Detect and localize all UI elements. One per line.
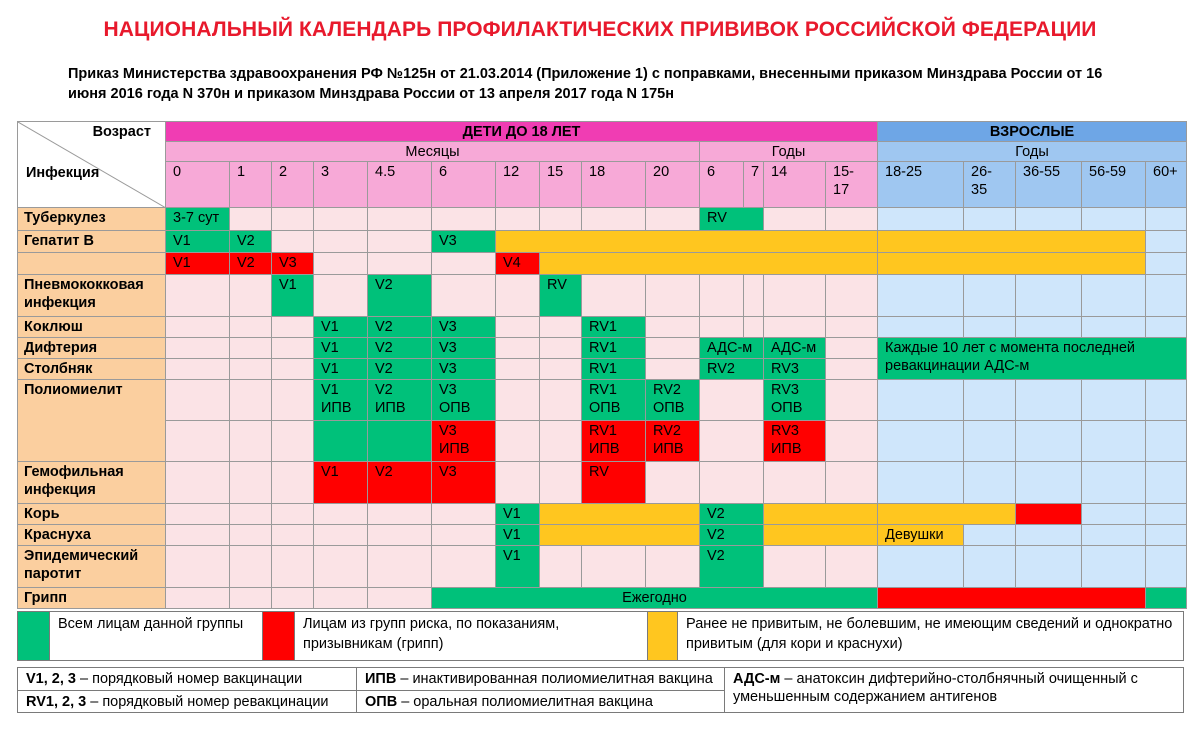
cell: V2 bbox=[230, 253, 272, 275]
table-corner bbox=[18, 122, 166, 208]
abbreviations-table bbox=[17, 667, 1184, 713]
cell: V1 bbox=[314, 317, 368, 338]
infection-influenza: Грипп bbox=[18, 588, 166, 609]
cell: V1 bbox=[314, 338, 368, 359]
legend-swatch-green bbox=[18, 612, 50, 661]
cell: RV2 ИПВ bbox=[646, 421, 700, 462]
legend-swatch-yellow bbox=[648, 612, 678, 661]
cell: RV2 ОПВ bbox=[646, 380, 700, 421]
order-reference: Приказ Министерства здравоохранения РФ №125н от 21.03.2014 (Приложение 1) с поправками, внесенными приказом Минздрава России от 16 июня 2016 года N 370н и приказом Минздрава России от 13 апреля 2017 года N 175н bbox=[68, 66, 1103, 102]
cell: RV1 bbox=[582, 338, 646, 359]
cell: RV bbox=[700, 208, 764, 231]
age-column-header: 3 bbox=[314, 162, 368, 208]
age-header-label: Возраст bbox=[92, 124, 151, 140]
age-column-header: 6 bbox=[700, 162, 744, 208]
age-column-header: 7 bbox=[744, 162, 764, 208]
adult-years-label: Годы bbox=[878, 142, 1187, 162]
infection-polio: Полиомиелит bbox=[18, 380, 166, 462]
cell: V2 ИПВ bbox=[368, 380, 432, 421]
cell: V3 ИПВ bbox=[432, 421, 496, 462]
children-header: ДЕТИ ДО 18 ЛЕТ bbox=[166, 122, 878, 142]
cell: V1 bbox=[496, 546, 540, 588]
infection-mumps: Эпидемический паротит bbox=[18, 546, 166, 588]
catchup-bar-adult bbox=[878, 253, 1146, 275]
age-column-header: 2 bbox=[272, 162, 314, 208]
page-title: НАЦИОНАЛЬНЫЙ КАЛЕНДАРЬ ПРОФИЛАКТИЧЕСКИХ ПРИВИВОК РОССИЙСКОЙ ФЕДЕРАЦИИ bbox=[103, 18, 1097, 41]
months-label: Месяцы bbox=[166, 142, 700, 162]
infection-diphtheria: Дифтерия bbox=[18, 338, 166, 359]
cell: RV3 ИПВ bbox=[764, 421, 826, 462]
risk-bar-adult bbox=[878, 588, 1146, 609]
age-column-header: 56-59 bbox=[1082, 162, 1146, 208]
cell: RV1 ИПВ bbox=[582, 421, 646, 462]
cell: V3 ОПВ bbox=[432, 380, 496, 421]
cell: V1 bbox=[314, 359, 368, 380]
cell: V1 bbox=[496, 504, 540, 525]
abbr-ads: АДС-м – анатоксин дифтерийно-столбнячный очищенный с уменьшенным содержанием антигенов bbox=[725, 668, 1184, 713]
cell: V3 bbox=[432, 231, 496, 253]
catchup-bar-adult bbox=[878, 504, 1016, 525]
cell: АДС-м bbox=[700, 338, 764, 359]
cell: RV1 ОПВ bbox=[582, 380, 646, 421]
cell: V1 bbox=[166, 253, 230, 275]
cell: V1 ИПВ bbox=[314, 380, 368, 421]
cell: 3-7 сут bbox=[166, 208, 230, 231]
age-column-header: 15 bbox=[540, 162, 582, 208]
color-legend bbox=[17, 611, 1184, 661]
infection-header-label: Инфекция bbox=[26, 165, 100, 181]
cell: RV2 bbox=[700, 359, 764, 380]
infection-measles: Корь bbox=[18, 504, 166, 525]
infection-tuberculosis: Туберкулез bbox=[18, 208, 166, 231]
age-column-header: 4.5 bbox=[368, 162, 432, 208]
cell: V2 bbox=[700, 525, 764, 546]
cell: V2 bbox=[700, 546, 764, 588]
cell: RV bbox=[540, 275, 582, 317]
cell: RV bbox=[582, 462, 646, 504]
cell: V3 bbox=[432, 462, 496, 504]
cell: V1 bbox=[166, 231, 230, 253]
abbr-revaccination: RV1, 2, 3 – порядковый номер ревакцинации bbox=[18, 690, 357, 713]
catchup-bar-adult bbox=[878, 231, 1146, 253]
adults-header: ВЗРОСЛЫЕ bbox=[878, 122, 1187, 142]
age-column-header: 60+ bbox=[1146, 162, 1187, 208]
cell: V2 bbox=[368, 359, 432, 380]
cell: RV1 bbox=[582, 359, 646, 380]
vaccination-schedule-table bbox=[17, 121, 1187, 609]
infection-hepatitis-b-risk bbox=[18, 253, 166, 275]
cell: V4 bbox=[496, 253, 540, 275]
girls-label: Девушки bbox=[878, 525, 964, 546]
age-column-header: 15- 17 bbox=[826, 162, 878, 208]
age-column-header: 18-25 bbox=[878, 162, 964, 208]
infection-pneumococcal: Пневмококковая инфекция bbox=[18, 275, 166, 317]
legend-all-persons: Всем лицам данной группы bbox=[50, 612, 263, 661]
cell: V1 bbox=[496, 525, 540, 546]
catchup-bar bbox=[540, 504, 700, 525]
age-column-header: 18 bbox=[582, 162, 646, 208]
cell: V3 bbox=[272, 253, 314, 275]
catchup-bar bbox=[764, 504, 878, 525]
cell: V2 bbox=[700, 504, 764, 525]
age-column-header: 6 bbox=[432, 162, 496, 208]
cell: V2 bbox=[368, 462, 432, 504]
age-column-header: 1 bbox=[230, 162, 272, 208]
cell: V3 bbox=[432, 317, 496, 338]
age-column-header: 14 bbox=[764, 162, 826, 208]
cell: RV3 bbox=[764, 359, 826, 380]
infection-hib: Гемофильная инфекция bbox=[18, 462, 166, 504]
adult-diphtheria-note: Каждые 10 лет с момента последней ревакцинации АДС-м bbox=[878, 338, 1187, 380]
age-column-header: 12 bbox=[496, 162, 540, 208]
risk-bar bbox=[1016, 504, 1082, 525]
years-label: Годы bbox=[700, 142, 878, 162]
cell: V3 bbox=[432, 338, 496, 359]
cell: V3 bbox=[432, 359, 496, 380]
cell: RV3 ОПВ bbox=[764, 380, 826, 421]
infection-tetanus: Столбняк bbox=[18, 359, 166, 380]
legend-risk-groups: Лицам из групп риска, по показаниям, призывникам (грипп) bbox=[295, 612, 648, 661]
cell: V2 bbox=[230, 231, 272, 253]
cell: V1 bbox=[272, 275, 314, 317]
age-column-header: 0 bbox=[166, 162, 230, 208]
catchup-bar bbox=[540, 525, 700, 546]
cell: V2 bbox=[368, 317, 432, 338]
infection-rubella: Краснуха bbox=[18, 525, 166, 546]
cell: V2 bbox=[368, 275, 432, 317]
age-column-header: 26- 35 bbox=[964, 162, 1016, 208]
annual-label: Ежегодно bbox=[432, 588, 878, 609]
infection-pertussis: Коклюш bbox=[18, 317, 166, 338]
cell: V2 bbox=[368, 338, 432, 359]
cell: V1 bbox=[314, 462, 368, 504]
abbr-opv: ОПВ – оральная полиомиелитная вакцина bbox=[357, 690, 725, 713]
cell: АДС-м bbox=[764, 338, 826, 359]
age-column-header: 20 bbox=[646, 162, 700, 208]
cell: RV1 bbox=[582, 317, 646, 338]
age-column-header: 36-55 bbox=[1016, 162, 1082, 208]
abbr-vaccination: V1, 2, 3 – порядковый номер вакцинации bbox=[18, 668, 357, 691]
abbr-ipv: ИПВ – инактивированная полиомиелитная вакцина bbox=[357, 668, 725, 691]
catchup-bar bbox=[540, 253, 878, 275]
legend-unvaccinated: Ранее не привитым, не болевшим, не имеющим сведений и однократно привитым (для кори и краснухи) bbox=[678, 612, 1184, 661]
catchup-bar bbox=[764, 525, 878, 546]
catchup-bar bbox=[496, 231, 878, 253]
infection-hepatitis-b: Гепатит В bbox=[18, 231, 166, 253]
legend-swatch-red bbox=[263, 612, 295, 661]
